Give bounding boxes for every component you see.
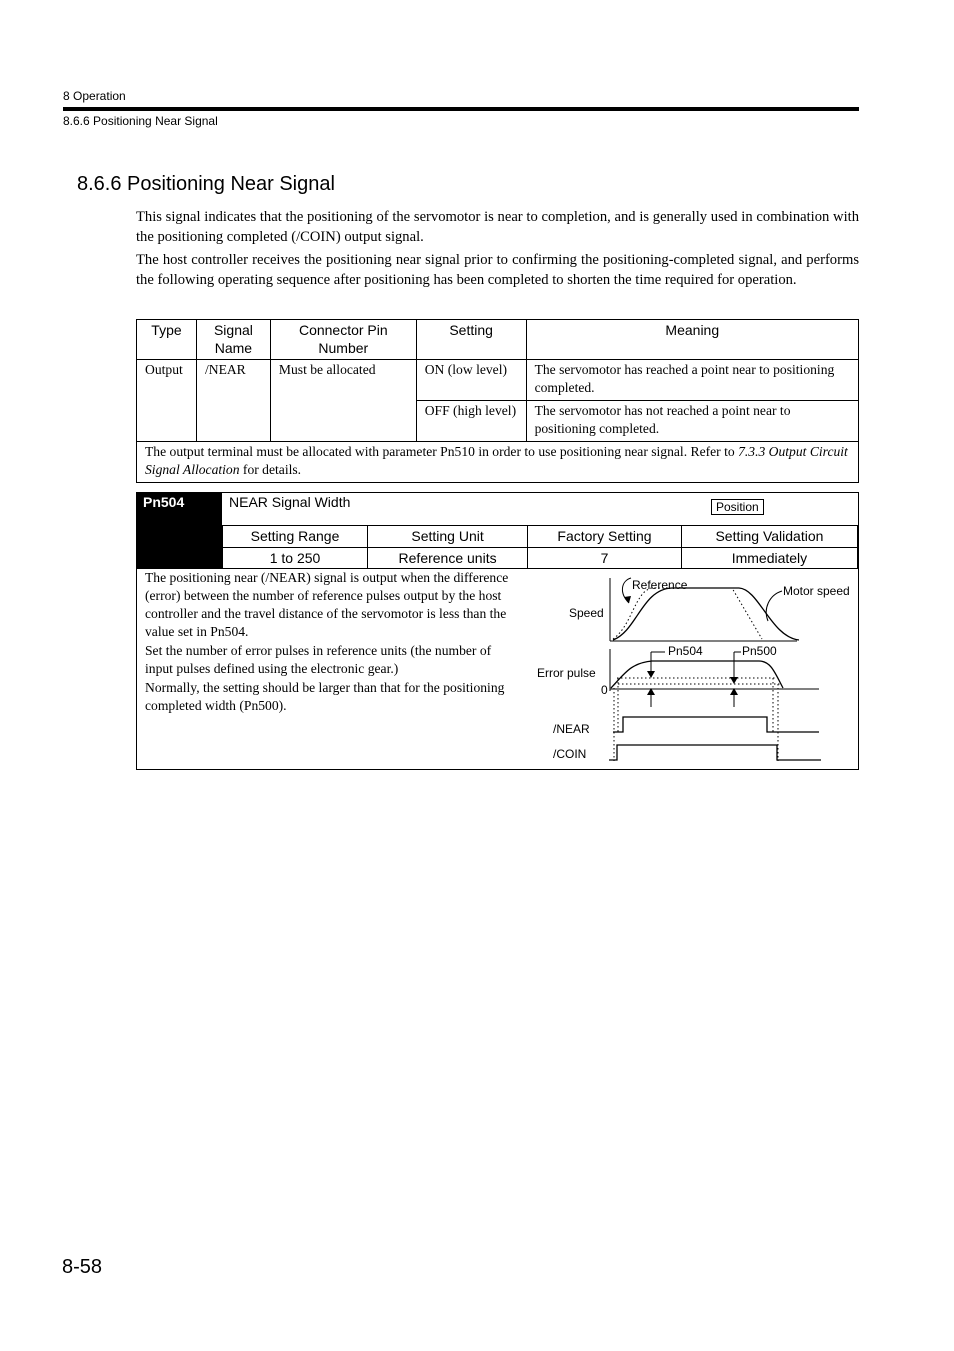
note-suffix: for details. <box>239 462 302 477</box>
description-paragraph-3: Normally, the setting should be larger than that for the positioning completed width (Pn500). <box>145 680 505 713</box>
label-error-pulse: Error pulse <box>537 666 596 680</box>
page-number: 8-58 <box>62 1256 103 1278</box>
parameter-box <box>136 492 859 770</box>
note-prefix: The output terminal must be allocated with parameter Pn510 in order to use positioning near signal. Refer to <box>145 444 739 459</box>
col-connector: Connector Pin Number <box>270 320 416 360</box>
coin-waveform <box>609 745 821 760</box>
value-setting-unit: Reference units <box>368 547 528 569</box>
pn500-arrow-down <box>730 677 738 684</box>
running-header-section: 8.6.6 Positioning Near Signal <box>63 114 218 128</box>
value-setting-range: 1 to 250 <box>223 547 368 569</box>
label-coin: /COIN <box>553 747 587 761</box>
parameter-description <box>145 569 513 716</box>
timing-diagram <box>527 571 857 765</box>
label-zero: 0 <box>601 683 608 697</box>
error-pulse-curve <box>611 661 783 688</box>
label-motor-speed: Motor speed <box>783 584 850 598</box>
header-setting-unit: Setting Unit <box>368 526 528 548</box>
cell-type: Output <box>137 360 197 442</box>
note-reference: 7.3.3 Output Circuit Signal Allocation <box>145 444 848 477</box>
header-setting-range: Setting Range <box>223 526 368 548</box>
cell-setting-on: ON (low level) <box>416 360 526 401</box>
intro-paragraph-1: This signal indicates that the positioning of the servomotor is near to completion, and is generally used in combination with the positioning completed (/COIN) output signal. <box>136 209 859 245</box>
cell-meaning-on: The servomotor has reached a point near to positioning completed. <box>526 360 858 401</box>
cell-connector: Must be allocated <box>270 360 416 442</box>
col-type: Type <box>137 320 197 360</box>
label-near: /NEAR <box>553 722 590 736</box>
cell-meaning-off: The servomotor has not reached a point near to positioning completed. <box>526 401 858 442</box>
label-reference: Reference <box>632 578 688 592</box>
header-setting-validation: Setting Validation <box>681 526 857 548</box>
motor-speed-curve <box>613 588 799 640</box>
cell-setting-off: OFF (high level) <box>416 401 526 442</box>
header-rule <box>63 107 859 111</box>
col-meaning: Meaning <box>526 320 858 360</box>
reference-curve <box>613 588 762 639</box>
allocation-note <box>137 442 859 483</box>
intro-paragraph-2: The host controller receives the positioning near signal prior to confirming the positioning-completed signal, and performs the following operating sequence after positioning has been completed to shorten the time required for operation. <box>136 252 859 288</box>
label-pn504: Pn504 <box>668 644 703 658</box>
label-speed: Speed <box>569 606 604 620</box>
description-paragraph-1: The positioning near (/NEAR) signal is output when the difference (error) between the number of reference pulses output by the host controller and the travel distance of the servomotor is less than the value set in Pn504. <box>145 570 509 639</box>
col-setting: Setting <box>416 320 526 360</box>
value-setting-validation: Immediately <box>681 547 857 569</box>
cell-signal-name: /NEAR <box>196 360 270 442</box>
col-signal-name: Signal Name <box>196 320 270 360</box>
signal-table <box>136 319 859 483</box>
value-factory-setting: 7 <box>528 547 682 569</box>
label-pn500: Pn500 <box>742 644 777 658</box>
parameter-settings-grid <box>222 525 858 569</box>
running-header-chapter: 8 Operation <box>63 89 126 103</box>
section-title: 8.6.6 Positioning Near Signal <box>77 173 335 195</box>
header-factory-setting: Factory Setting <box>528 526 682 548</box>
parameter-name: NEAR Signal Width <box>229 494 351 510</box>
pn504-arrow-down <box>647 671 655 678</box>
parameter-code: Pn504 <box>143 494 185 510</box>
near-waveform <box>613 717 819 732</box>
description-paragraph-2: Set the number of error pulses in reference units (the number of input pulses defined using the electronic gear.) <box>145 643 492 676</box>
parameter-category-tag: Position <box>711 499 764 515</box>
